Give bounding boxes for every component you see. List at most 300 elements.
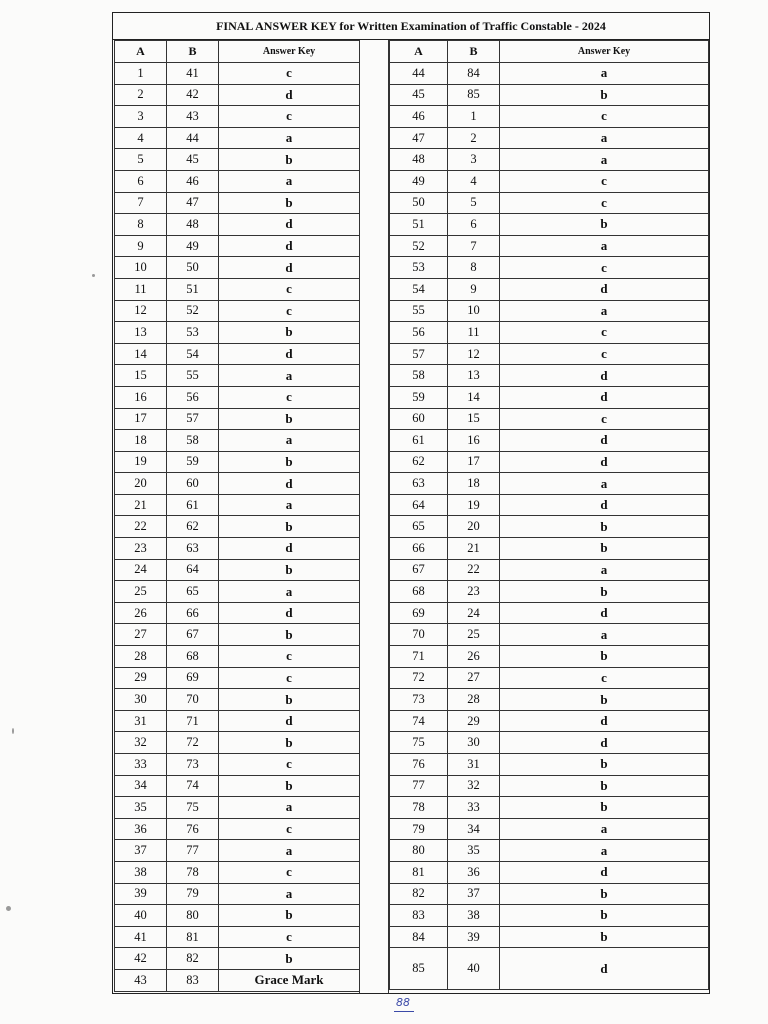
question-number-a: 58 bbox=[390, 365, 448, 387]
table-row bbox=[115, 840, 360, 862]
question-number-a: 37 bbox=[115, 840, 167, 862]
answer-key-sheet bbox=[112, 12, 710, 994]
table-row bbox=[115, 538, 360, 560]
handwritten-mark: 88 bbox=[396, 996, 410, 1009]
column-divider bbox=[359, 40, 389, 993]
answer-key-cell: a bbox=[219, 581, 360, 603]
answer-key-cell: b bbox=[500, 689, 709, 711]
table-row bbox=[390, 646, 709, 668]
table-row bbox=[115, 63, 360, 85]
question-number-b: 1 bbox=[448, 106, 500, 128]
question-number-a: 69 bbox=[390, 602, 448, 624]
question-number-a: 40 bbox=[115, 905, 167, 927]
answer-key-cell: b bbox=[500, 775, 709, 797]
table-row bbox=[390, 343, 709, 365]
table-row bbox=[115, 170, 360, 192]
table-row bbox=[115, 516, 360, 538]
question-number-a: 65 bbox=[390, 516, 448, 538]
question-number-b: 84 bbox=[448, 63, 500, 85]
answer-key-cell: d bbox=[500, 430, 709, 452]
table-row bbox=[115, 775, 360, 797]
table-row bbox=[115, 257, 360, 279]
question-number-b: 68 bbox=[167, 646, 219, 668]
table-row bbox=[115, 214, 360, 236]
question-number-b: 35 bbox=[448, 840, 500, 862]
question-number-a: 56 bbox=[390, 322, 448, 344]
table-row bbox=[115, 473, 360, 495]
question-number-b: 83 bbox=[167, 969, 219, 991]
answer-key-cell: a bbox=[500, 149, 709, 171]
question-number-a: 14 bbox=[115, 343, 167, 365]
table-row bbox=[390, 84, 709, 106]
answer-key-cell: c bbox=[500, 343, 709, 365]
answer-key-cell: a bbox=[500, 127, 709, 149]
answer-key-cell: d bbox=[219, 710, 360, 732]
question-number-a: 54 bbox=[390, 278, 448, 300]
question-number-a: 84 bbox=[390, 926, 448, 948]
question-number-a: 2 bbox=[115, 84, 167, 106]
table-row bbox=[390, 818, 709, 840]
table-row bbox=[390, 926, 709, 948]
answer-key-cell: d bbox=[219, 214, 360, 236]
table-row bbox=[390, 63, 709, 85]
answer-key-cell: d bbox=[500, 710, 709, 732]
answer-key-cell: d bbox=[219, 602, 360, 624]
answer-key-cell: c bbox=[500, 192, 709, 214]
answer-key-cell: c bbox=[219, 926, 360, 948]
page-title: FINAL ANSWER KEY for Written Examination of Traffic Constable - 2024 bbox=[113, 13, 709, 40]
table-row bbox=[390, 732, 709, 754]
table-row bbox=[115, 494, 360, 516]
table-row bbox=[390, 365, 709, 387]
table-row bbox=[115, 343, 360, 365]
question-number-b: 80 bbox=[167, 905, 219, 927]
question-number-a: 24 bbox=[115, 559, 167, 581]
table-row bbox=[390, 430, 709, 452]
table-row bbox=[115, 408, 360, 430]
question-number-a: 18 bbox=[115, 430, 167, 452]
answer-key-cell: d bbox=[500, 602, 709, 624]
question-number-a: 32 bbox=[115, 732, 167, 754]
table-body-left bbox=[115, 63, 360, 992]
question-number-b: 27 bbox=[448, 667, 500, 689]
table-row bbox=[115, 667, 360, 689]
question-number-b: 8 bbox=[448, 257, 500, 279]
question-number-b: 59 bbox=[167, 451, 219, 473]
answer-key-cell: d bbox=[500, 386, 709, 408]
question-number-a: 75 bbox=[390, 732, 448, 754]
question-number-b: 40 bbox=[448, 948, 500, 990]
answer-key-cell: a bbox=[219, 494, 360, 516]
table-row bbox=[115, 581, 360, 603]
table-row bbox=[390, 840, 709, 862]
answer-key-cell: d bbox=[219, 235, 360, 257]
question-number-b: 48 bbox=[167, 214, 219, 236]
question-number-a: 31 bbox=[115, 710, 167, 732]
question-number-a: 33 bbox=[115, 754, 167, 776]
table-row bbox=[115, 969, 360, 991]
question-number-a: 81 bbox=[390, 861, 448, 883]
answer-key-cell: b bbox=[219, 905, 360, 927]
table-row bbox=[390, 106, 709, 128]
question-number-b: 63 bbox=[167, 538, 219, 560]
table-row bbox=[115, 905, 360, 927]
answer-key-cell: a bbox=[500, 235, 709, 257]
answer-key-cell: b bbox=[500, 84, 709, 106]
answer-key-cell: a bbox=[500, 624, 709, 646]
question-number-a: 53 bbox=[390, 257, 448, 279]
table-row bbox=[390, 192, 709, 214]
question-number-a: 25 bbox=[115, 581, 167, 603]
question-number-a: 43 bbox=[115, 969, 167, 991]
answer-key-cell: c bbox=[219, 754, 360, 776]
question-number-a: 45 bbox=[390, 84, 448, 106]
question-number-b: 45 bbox=[167, 149, 219, 171]
question-number-a: 42 bbox=[115, 948, 167, 970]
question-number-a: 77 bbox=[390, 775, 448, 797]
table-row bbox=[115, 710, 360, 732]
question-number-b: 78 bbox=[167, 861, 219, 883]
answer-key-cell: c bbox=[500, 257, 709, 279]
question-number-a: 39 bbox=[115, 883, 167, 905]
question-number-a: 12 bbox=[115, 300, 167, 322]
answer-key-cell: b bbox=[500, 905, 709, 927]
answer-key-cell: b bbox=[500, 581, 709, 603]
question-number-a: 21 bbox=[115, 494, 167, 516]
question-number-b: 17 bbox=[448, 451, 500, 473]
answer-key-cell: a bbox=[219, 840, 360, 862]
table-row bbox=[115, 883, 360, 905]
question-number-b: 47 bbox=[167, 192, 219, 214]
question-number-a: 52 bbox=[390, 235, 448, 257]
answer-key-cell: a bbox=[219, 365, 360, 387]
answer-key-cell: a bbox=[500, 63, 709, 85]
question-number-b: 33 bbox=[448, 797, 500, 819]
answer-key-cell: Grace Mark bbox=[219, 969, 360, 991]
answer-key-cell: c bbox=[219, 667, 360, 689]
question-number-b: 41 bbox=[167, 63, 219, 85]
answer-key-cell: b bbox=[500, 516, 709, 538]
table-row bbox=[390, 581, 709, 603]
table-row bbox=[390, 559, 709, 581]
answer-key-cell: d bbox=[500, 451, 709, 473]
question-number-b: 3 bbox=[448, 149, 500, 171]
table-body-right bbox=[390, 63, 709, 990]
question-number-a: 30 bbox=[115, 689, 167, 711]
question-number-b: 18 bbox=[448, 473, 500, 495]
question-number-b: 67 bbox=[167, 624, 219, 646]
table-row bbox=[390, 322, 709, 344]
answer-key-cell: a bbox=[219, 170, 360, 192]
table-row bbox=[115, 386, 360, 408]
table-row bbox=[390, 214, 709, 236]
question-number-b: 71 bbox=[167, 710, 219, 732]
question-number-b: 56 bbox=[167, 386, 219, 408]
answer-key-cell: d bbox=[500, 861, 709, 883]
question-number-b: 43 bbox=[167, 106, 219, 128]
table-row bbox=[115, 948, 360, 970]
answer-key-cell: d bbox=[500, 494, 709, 516]
question-number-a: 72 bbox=[390, 667, 448, 689]
table-row bbox=[390, 754, 709, 776]
answer-key-cell: a bbox=[500, 559, 709, 581]
table-row bbox=[115, 754, 360, 776]
question-number-b: 69 bbox=[167, 667, 219, 689]
question-number-a: 55 bbox=[390, 300, 448, 322]
answer-key-cell: b bbox=[219, 775, 360, 797]
column-header-answer-key: Answer Key bbox=[500, 41, 709, 63]
question-number-a: 34 bbox=[115, 775, 167, 797]
question-number-b: 22 bbox=[448, 559, 500, 581]
answer-key-cell: c bbox=[219, 818, 360, 840]
question-number-b: 16 bbox=[448, 430, 500, 452]
table-row bbox=[390, 861, 709, 883]
answer-key-cell: d bbox=[500, 948, 709, 990]
answer-key-cell: c bbox=[500, 667, 709, 689]
question-number-b: 2 bbox=[448, 127, 500, 149]
answer-key-cell: c bbox=[219, 106, 360, 128]
answer-key-cell: c bbox=[219, 300, 360, 322]
question-number-a: 19 bbox=[115, 451, 167, 473]
question-number-b: 32 bbox=[448, 775, 500, 797]
table-row bbox=[115, 646, 360, 668]
table-row bbox=[390, 905, 709, 927]
question-number-a: 79 bbox=[390, 818, 448, 840]
question-number-b: 30 bbox=[448, 732, 500, 754]
table-row bbox=[390, 257, 709, 279]
table-row bbox=[115, 624, 360, 646]
answer-key-cell: c bbox=[219, 386, 360, 408]
answer-key-cell: b bbox=[219, 624, 360, 646]
table-row bbox=[390, 797, 709, 819]
question-number-b: 37 bbox=[448, 883, 500, 905]
question-number-a: 78 bbox=[390, 797, 448, 819]
question-number-a: 63 bbox=[390, 473, 448, 495]
question-number-b: 73 bbox=[167, 754, 219, 776]
answer-key-cell: b bbox=[219, 732, 360, 754]
question-number-a: 35 bbox=[115, 797, 167, 819]
question-number-a: 57 bbox=[390, 343, 448, 365]
question-number-b: 29 bbox=[448, 710, 500, 732]
table-row bbox=[390, 516, 709, 538]
answer-key-cell: a bbox=[219, 127, 360, 149]
question-number-b: 79 bbox=[167, 883, 219, 905]
question-number-b: 44 bbox=[167, 127, 219, 149]
table-row bbox=[115, 926, 360, 948]
question-number-a: 76 bbox=[390, 754, 448, 776]
column-header-answer-key: Answer Key bbox=[219, 41, 360, 63]
question-number-a: 41 bbox=[115, 926, 167, 948]
question-number-b: 11 bbox=[448, 322, 500, 344]
question-number-a: 3 bbox=[115, 106, 167, 128]
question-number-b: 31 bbox=[448, 754, 500, 776]
question-number-a: 6 bbox=[115, 170, 167, 192]
question-number-a: 66 bbox=[390, 538, 448, 560]
table-row bbox=[115, 149, 360, 171]
question-number-a: 36 bbox=[115, 818, 167, 840]
table-row bbox=[115, 322, 360, 344]
question-number-b: 34 bbox=[448, 818, 500, 840]
answer-key-cell: b bbox=[500, 926, 709, 948]
question-number-b: 36 bbox=[448, 861, 500, 883]
table-row bbox=[390, 386, 709, 408]
question-number-b: 19 bbox=[448, 494, 500, 516]
table-row bbox=[390, 408, 709, 430]
question-number-a: 59 bbox=[390, 386, 448, 408]
question-number-a: 38 bbox=[115, 861, 167, 883]
question-number-a: 13 bbox=[115, 322, 167, 344]
question-number-b: 53 bbox=[167, 322, 219, 344]
question-number-b: 21 bbox=[448, 538, 500, 560]
question-number-a: 49 bbox=[390, 170, 448, 192]
question-number-b: 58 bbox=[167, 430, 219, 452]
answer-key-cell: b bbox=[219, 451, 360, 473]
question-number-a: 83 bbox=[390, 905, 448, 927]
answer-key-cell: d bbox=[219, 343, 360, 365]
answer-key-cell: c bbox=[500, 322, 709, 344]
table-row bbox=[115, 689, 360, 711]
answer-key-cell: b bbox=[219, 689, 360, 711]
question-number-b: 28 bbox=[448, 689, 500, 711]
question-number-a: 80 bbox=[390, 840, 448, 862]
question-number-a: 51 bbox=[390, 214, 448, 236]
question-number-b: 15 bbox=[448, 408, 500, 430]
answer-key-cell: b bbox=[500, 214, 709, 236]
question-number-b: 6 bbox=[448, 214, 500, 236]
answer-key-cell: a bbox=[500, 473, 709, 495]
question-number-a: 74 bbox=[390, 710, 448, 732]
question-number-a: 16 bbox=[115, 386, 167, 408]
question-number-a: 26 bbox=[115, 602, 167, 624]
table-row bbox=[390, 451, 709, 473]
question-number-a: 15 bbox=[115, 365, 167, 387]
table-row bbox=[390, 494, 709, 516]
question-number-a: 27 bbox=[115, 624, 167, 646]
answer-key-cell: b bbox=[219, 408, 360, 430]
question-number-b: 66 bbox=[167, 602, 219, 624]
question-number-b: 54 bbox=[167, 343, 219, 365]
question-number-b: 85 bbox=[448, 84, 500, 106]
answer-key-cell: b bbox=[219, 559, 360, 581]
table-row bbox=[115, 602, 360, 624]
question-number-b: 82 bbox=[167, 948, 219, 970]
column-header-b: B bbox=[167, 41, 219, 63]
question-number-a: 73 bbox=[390, 689, 448, 711]
answer-key-cell: a bbox=[500, 300, 709, 322]
table-row bbox=[390, 948, 709, 990]
question-number-a: 7 bbox=[115, 192, 167, 214]
question-number-b: 81 bbox=[167, 926, 219, 948]
answer-key-cell: a bbox=[219, 430, 360, 452]
question-number-a: 85 bbox=[390, 948, 448, 990]
question-number-b: 26 bbox=[448, 646, 500, 668]
answer-key-cell: b bbox=[500, 754, 709, 776]
table-row bbox=[115, 192, 360, 214]
question-number-b: 38 bbox=[448, 905, 500, 927]
question-number-b: 12 bbox=[448, 343, 500, 365]
answer-key-cell: b bbox=[219, 192, 360, 214]
answer-key-cell: b bbox=[219, 516, 360, 538]
table-row bbox=[390, 170, 709, 192]
question-number-a: 9 bbox=[115, 235, 167, 257]
table-row bbox=[115, 451, 360, 473]
table-row bbox=[390, 689, 709, 711]
answer-key-cell: c bbox=[219, 646, 360, 668]
question-number-a: 11 bbox=[115, 278, 167, 300]
answer-key-cell: d bbox=[219, 257, 360, 279]
question-number-b: 77 bbox=[167, 840, 219, 862]
question-number-a: 28 bbox=[115, 646, 167, 668]
question-number-b: 20 bbox=[448, 516, 500, 538]
table-row bbox=[390, 667, 709, 689]
question-number-b: 9 bbox=[448, 278, 500, 300]
answer-key-cell: c bbox=[219, 63, 360, 85]
question-number-b: 57 bbox=[167, 408, 219, 430]
table-row bbox=[115, 732, 360, 754]
answer-key-cell: b bbox=[500, 883, 709, 905]
table-row bbox=[390, 235, 709, 257]
question-number-b: 60 bbox=[167, 473, 219, 495]
table-row bbox=[115, 818, 360, 840]
question-number-b: 42 bbox=[167, 84, 219, 106]
answer-key-cell: d bbox=[500, 278, 709, 300]
table-header-row bbox=[390, 41, 709, 63]
answer-key-cell: d bbox=[500, 732, 709, 754]
question-number-b: 74 bbox=[167, 775, 219, 797]
answer-key-cell: a bbox=[500, 818, 709, 840]
question-number-a: 71 bbox=[390, 646, 448, 668]
question-number-a: 8 bbox=[115, 214, 167, 236]
question-number-a: 17 bbox=[115, 408, 167, 430]
question-number-a: 61 bbox=[390, 430, 448, 452]
question-number-b: 51 bbox=[167, 278, 219, 300]
column-header-a: A bbox=[390, 41, 448, 63]
question-number-b: 14 bbox=[448, 386, 500, 408]
question-number-a: 10 bbox=[115, 257, 167, 279]
table-row bbox=[390, 473, 709, 495]
answer-key-cell: c bbox=[219, 861, 360, 883]
table-row bbox=[115, 559, 360, 581]
scan-speck bbox=[6, 906, 11, 911]
question-number-b: 76 bbox=[167, 818, 219, 840]
table-row bbox=[115, 861, 360, 883]
question-number-b: 10 bbox=[448, 300, 500, 322]
question-number-a: 22 bbox=[115, 516, 167, 538]
scan-speck bbox=[92, 274, 95, 277]
table-row bbox=[115, 300, 360, 322]
question-number-a: 70 bbox=[390, 624, 448, 646]
answer-table-left bbox=[114, 40, 360, 992]
answer-key-cell: b bbox=[219, 149, 360, 171]
table-row bbox=[390, 300, 709, 322]
question-number-b: 70 bbox=[167, 689, 219, 711]
answer-key-cell: c bbox=[500, 408, 709, 430]
table-row bbox=[390, 775, 709, 797]
answer-key-cell: c bbox=[219, 278, 360, 300]
question-number-a: 20 bbox=[115, 473, 167, 495]
question-number-a: 23 bbox=[115, 538, 167, 560]
column-header-b: B bbox=[448, 41, 500, 63]
table-row bbox=[390, 883, 709, 905]
answer-key-cell: a bbox=[219, 883, 360, 905]
question-number-b: 52 bbox=[167, 300, 219, 322]
answer-key-cell: c bbox=[500, 170, 709, 192]
answer-key-cell: a bbox=[219, 797, 360, 819]
question-number-b: 61 bbox=[167, 494, 219, 516]
question-number-b: 72 bbox=[167, 732, 219, 754]
answer-table-right bbox=[389, 40, 709, 990]
question-number-a: 82 bbox=[390, 883, 448, 905]
